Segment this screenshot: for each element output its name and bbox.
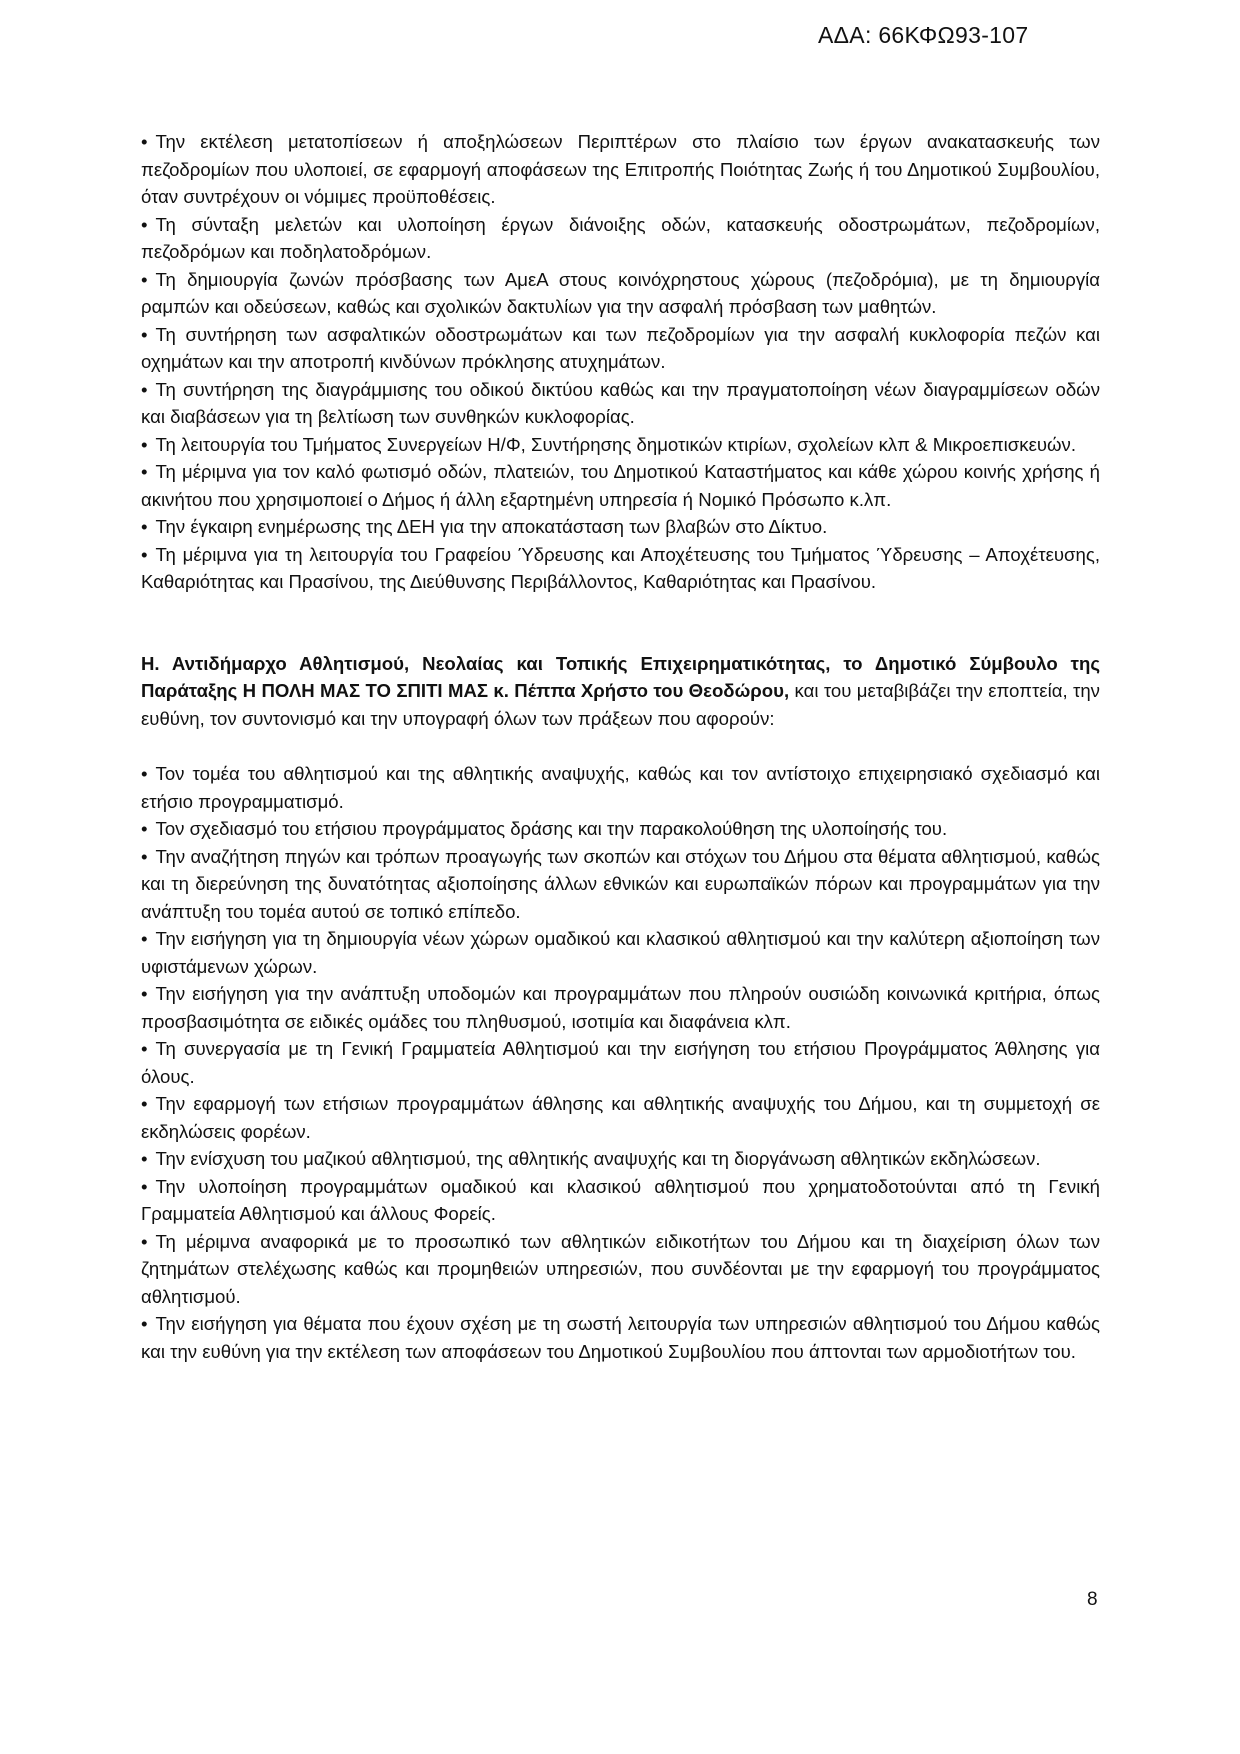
bullet-dot: •: [141, 543, 148, 565]
section-spacer: [141, 596, 1100, 650]
bullet-text: Την εισήγηση για θέματα που έχουν σχέση με τη σωστή λειτουργία των υπηρεσιών αθλητισμού του Δήμου καθώς και την ευθύνη για την εκτέλεση των αποφάσεων του Δημοτικού Συμβουλίου που άπτονται των αρμοδιοτήτων του.: [141, 1313, 1100, 1362]
bullet-text: Την ενίσχυση του μαζικού αθλητισμού, της αθλητικής αναψυχής και τη διοργάνωση αθλητικών εκδηλώσεων.: [155, 1148, 1041, 1169]
bullet-item: [141, 1090, 1100, 1145]
bullet-text: Την έγκαιρη ενημέρωσης της ΔΕΗ για την αποκατάσταση των βλαβών στο Δίκτυο.: [155, 516, 828, 537]
bullet-text: Τη συνεργασία με τη Γενική Γραμματεία Αθλητισμού και την εισήγηση του ετήσιου Προγράμματος Άθλησης για όλους.: [141, 1038, 1100, 1087]
bullet-item: [141, 1228, 1100, 1311]
bullet-dot: •: [141, 928, 148, 949]
bullet-text: Τη μέριμνα για τη λειτουργία του Γραφείου Ύδρευσης και Αποχέτευσης του Τμήματος Ύδρευσης – Αποχέτευσης, Καθαριότητας και Πρασίνου, της Διεύθυνσης Περιβάλλοντος, Καθαριότητας και Πρασίνου.: [141, 543, 1100, 592]
bullet-text: Την αναζήτηση πηγών και τρόπων προαγωγής των σκοπών και στόχων του Δήμου στα θέματα αθλητισμού, καθώς και τη διερεύνηση της δυνατότητας αξιοποίησης άλλων εθνικών και ευρωπαϊκών πόρων και προγραμμάτων για την ανάπτυξη του τομέα αυτού σε τοπικό επίπεδο.: [141, 845, 1100, 922]
bullet-dot: •: [141, 1093, 148, 1114]
bullet-text: Τη συντήρηση των ασφαλτικών οδοστρωμάτων και των πεζοδρομίων για την ασφαλή κυκλοφορία πεζών και οχημάτων και την αποτροπή κινδύνων πρόκλησης ατυχημάτων.: [141, 323, 1100, 372]
bullet-text: Τη μέριμνα αναφορικά με το προσωπικό των αθλητικών ειδικοτήτων του Δήμου και τη διαχείριση όλων των ζητημάτων στελέχωσης καθώς και προμηθειών υπηρεσιών, που συνδέονται με την εφαρμογή του προγράμματος αθλητισμού.: [141, 1230, 1100, 1307]
bullet-dot: •: [141, 983, 148, 1004]
bullet-item: [141, 513, 1100, 541]
bullet-item: [141, 1035, 1100, 1090]
bullet-text: Την εκτέλεση μετατοπίσεων ή αποξηλώσεων Περιπτέρων στο πλαίσιο των έργων ανακατασκευής των πεζοδρομίων που υλοποιεί, σε εφαρμογή αποφάσεων της Επιτροπής Ποιότητας Ζωής ή του Δημοτικού Συμβουλίου, όταν συντρέχουν οι νόμιμες προϋποθέσεις.: [141, 131, 1100, 207]
bullet-item: [141, 925, 1100, 980]
bullet-dot: •: [141, 1038, 148, 1059]
section-h-heading-bold: Η. Αντιδήμαρχο Αθλητισμού, Νεολαίας και Τοπικής Επιχειρηματικότητας, το Δημοτικό Σύμβουλο της Παράταξης Η ΠΟΛΗ ΜΑΣ ΤΟ ΣΠΙΤΙ ΜΑΣ κ. Πέππα Χρήστο του Θεοδώρου,: [141, 652, 1100, 701]
bullet-text: Τον σχεδιασμό του ετήσιου προγράμματος δράσης και την παρακολούθηση της υλοποίησής του.: [155, 818, 948, 839]
document-body: [141, 128, 1100, 1365]
bullet-text: Τη σύνταξη μελετών και υλοποίηση έργων διάνοιξης οδών, κατασκευής οδοστρωμάτων, πεζοδρομίων, πεζοδρόμων και ποδηλατοδρόμων.: [141, 213, 1100, 262]
bullet-text: Τη συντήρηση της διαγράμμισης του οδικού δικτύου καθώς και την πραγματοποίηση νέων διαγραμμίσεων οδών και διαβάσεων για τη βελτίωση των συνθηκών κυκλοφορίας.: [141, 378, 1100, 427]
bullet-text: Την εισήγηση για τη δημιουργία νέων χώρων ομαδικού και κλασικού αθλητισμού και την καλύτερη αξιοποίηση των υφιστάμενων χώρων.: [141, 928, 1100, 977]
section-g-bullet-list: [141, 128, 1100, 596]
bullet-text: Την υλοποίηση προγραμμάτων ομαδικού και κλασικού αθλητισμού που χρηματοδοτούνται από τη Γενική Γραμματεία Αθλητισμού και άλλους Φορείς.: [141, 1175, 1100, 1224]
bullet-dot: •: [141, 461, 148, 482]
bullet-item: [141, 815, 1100, 843]
bullet-text: Τη δημιουργία ζωνών πρόσβασης των ΑμεΑ στους κοινόχρηστους χώρους (πεζοδρόμια), με τη δημιουργία ραμπών και οδεύσεων, καθώς και σχολικών δακτυλίων για την ασφαλή πρόσβαση των μαθητών.: [141, 268, 1100, 317]
bullet-text: Την εφαρμογή των ετήσιων προγραμμάτων άθλησης και αθλητικής αναψυχής του Δήμου, και τη συμμετοχή σε εκδηλώσεις φορέων.: [141, 1093, 1100, 1142]
bullet-item: [141, 760, 1100, 815]
bullet-dot: •: [141, 213, 148, 235]
bullet-item: [141, 1310, 1100, 1365]
bullet-dot: •: [141, 378, 148, 400]
bullet-item: [141, 1145, 1100, 1173]
bullet-item: [141, 541, 1100, 596]
bullet-dot: •: [141, 1148, 148, 1169]
bullet-item: [141, 431, 1100, 459]
bullet-text: Τη λειτουργία του Τμήματος Συνεργείων Η/Φ, Συντήρησης δημοτικών κτιρίων, σχολείων κλπ & Μικροεπισκευών.: [155, 433, 1077, 455]
bullet-dot: •: [141, 845, 148, 867]
bullet-item: [141, 1173, 1100, 1228]
bullet-dot: •: [141, 433, 148, 455]
bullet-item: [141, 266, 1100, 321]
bullet-dot: •: [141, 763, 148, 784]
bullet-dot: •: [141, 268, 148, 290]
bullet-dot: •: [141, 1175, 148, 1197]
bullet-dot: •: [141, 131, 148, 152]
bullet-dot: •: [141, 818, 148, 839]
bullet-dot: •: [141, 323, 148, 345]
section-h-heading: [141, 650, 1100, 733]
section-h-bullet-list: [141, 760, 1100, 1365]
bullet-item: [141, 376, 1100, 431]
bullet-item: [141, 128, 1100, 211]
bullet-text: Τον τομέα του αθλητισμού και της αθλητικής αναψυχής, καθώς και τον αντίστοιχο επιχειρησιακό σχεδιασμό και ετήσιο προγραμματισμό.: [141, 763, 1100, 812]
bullet-text: Τη μέριμνα για τον καλό φωτισμό οδών, πλατειών, του Δημοτικού Καταστήματος και κάθε χώρου κοινής χρήσης ή ακινήτου που χρησιμοποιεί ο Δήμος ή άλλη εξαρτημένη υπηρεσία ή Νομικό Πρόσωπο κ.λπ.: [141, 461, 1100, 510]
ada-header: ΑΔΑ: 66ΚΦΩ93-107: [818, 22, 1029, 48]
bullet-dot: •: [141, 1230, 148, 1252]
bullet-item: [141, 211, 1100, 266]
bullet-item: [141, 458, 1100, 513]
bullet-item: [141, 843, 1100, 926]
bullet-dot: •: [141, 516, 148, 537]
bullet-item: [141, 321, 1100, 376]
bullet-dot: •: [141, 1313, 148, 1334]
bullet-item: [141, 980, 1100, 1035]
paragraph-spacer: [141, 732, 1100, 760]
section-h-heading-normal: και του μεταβιβάζει την εποπτεία, την ευθύνη, τον συντονισμό και την υπογραφή όλων των πράξεων που αφορούν:: [141, 680, 1100, 729]
bullet-text: Την εισήγηση για την ανάπτυξη υποδομών και προγραμμάτων που πληρούν ουσιώδη κοινωνικά κριτήρια, όπως προσβασιμότητα σε ειδικές ομάδες του πληθυσμού, ισοτιμία και διαφάνεια κλπ.: [141, 983, 1100, 1032]
page-number: 8: [1087, 1589, 1098, 1610]
